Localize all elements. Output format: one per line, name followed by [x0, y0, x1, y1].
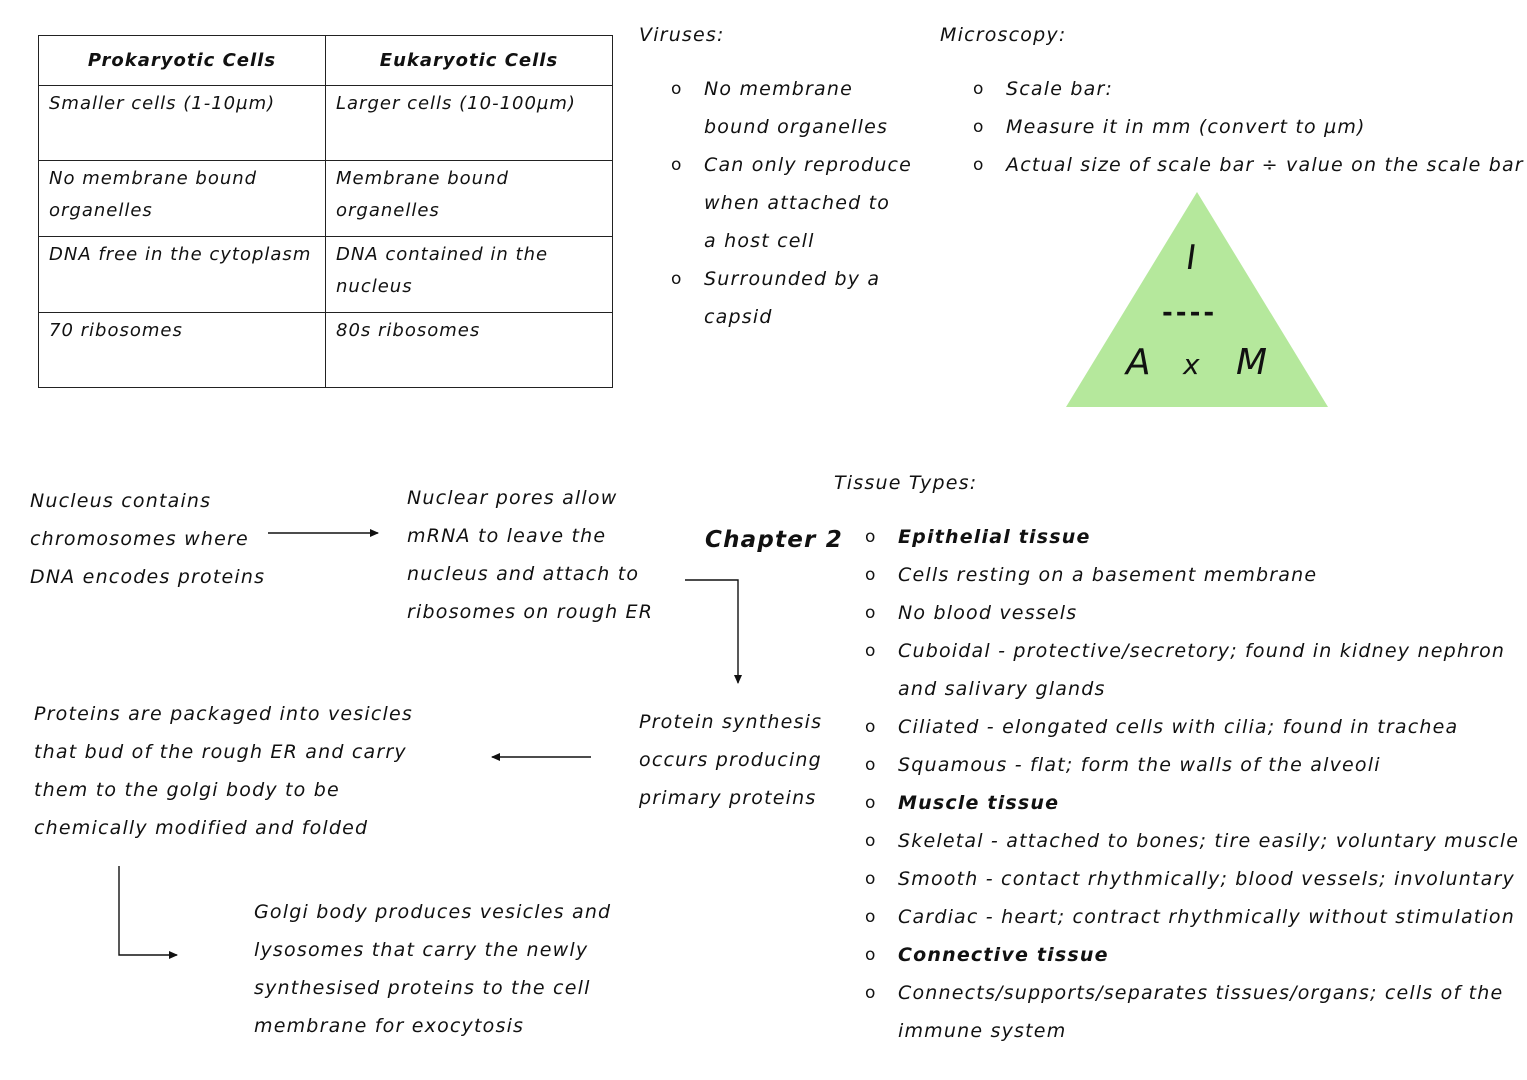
- list-item-continuation: bound organelles: [704, 116, 889, 138]
- table-header-eukaryotic: Eukaryotic Cells: [326, 36, 613, 86]
- chapter-label: Chapter 2: [705, 527, 843, 553]
- list-item: o Cuboidal - protective/secretory; found in kidney nephron: [865, 640, 1506, 662]
- list-item: o Squamous - flat; form the walls of the alveoli: [865, 754, 1381, 776]
- list-item: o Surrounded by a: [671, 268, 881, 290]
- flow-step-protein-synthesis: Protein synthesis occurs producing primary proteins: [639, 711, 823, 809]
- list-item: o Cardiac - heart; contract rhythmically without stimulation: [865, 906, 1515, 928]
- tissue-types-title: Tissue Types:: [834, 472, 978, 494]
- list-item-continuation: immune system: [898, 1020, 1067, 1042]
- list-item: o Smooth - contact rhythmically; blood vessels; involuntary: [865, 868, 1515, 890]
- table-cell: Larger cells (10-100µm): [326, 86, 613, 161]
- list-item-continuation: and salivary glands: [898, 678, 1106, 700]
- table-cell: Membrane bound organelles: [326, 161, 613, 237]
- list-item-continuation: capsid: [704, 306, 773, 328]
- list-item: o No membrane: [671, 78, 854, 100]
- tissue-types-list: [865, 518, 1520, 1050]
- list-item: o Epithelial tissue: [865, 526, 1091, 548]
- flow-step-vesicles: Proteins are packaged into vesicles that bud of the rough ER and carry them to the golgi body to be chemically modified and folded: [34, 703, 413, 839]
- flow-step-golgi: Golgi body produces vesicles and lysosomes that carry the newly synthesised proteins to the cell membrane for exocytosis: [254, 901, 612, 1037]
- table-cell: 70 ribosomes: [39, 313, 326, 388]
- list-item: o Connects/supports/separates tissues/organs; cells of the: [865, 982, 1504, 1004]
- triangle-magnification-label: M: [1236, 342, 1269, 383]
- table-cell: Smaller cells (1-10µm): [39, 86, 326, 161]
- list-item: o Actual size of scale bar ÷ value on the scale bar: [973, 154, 1524, 176]
- triangle-image-label: I: [1183, 238, 1201, 278]
- list-item: o Measure it in mm (convert to µm): [973, 116, 1366, 138]
- viruses-title: Viruses:: [639, 24, 725, 46]
- table-cell: DNA contained in the nucleus: [326, 237, 613, 313]
- table-header-prokaryotic: Prokaryotic Cells: [39, 36, 326, 86]
- list-item: o Skeletal - attached to bones; tire easily; voluntary muscle: [865, 830, 1520, 852]
- table-cell: DNA free in the cytoplasm: [39, 237, 326, 313]
- flow-step-nucleus: Nucleus contains chromosomes where DNA encodes proteins: [30, 490, 266, 588]
- flow-step-nuclear-pores: Nuclear pores allow mRNA to leave the nucleus and attach to ribosomes on rough ER: [407, 487, 654, 623]
- list-item: o Scale bar:: [973, 78, 1114, 100]
- list-item: o Muscle tissue: [865, 792, 1060, 814]
- table-cell: No membrane bound organelles: [39, 161, 326, 237]
- arrow-down-right-icon: [119, 866, 177, 955]
- triangle-times-label: x: [1183, 348, 1201, 381]
- list-item: o Cells resting on a basement membrane: [865, 564, 1318, 586]
- list-item: o Can only reproduce: [671, 154, 913, 176]
- list-item-continuation: when attached to: [704, 192, 891, 214]
- microscopy-title: Microscopy:: [940, 24, 1067, 46]
- list-item: o Ciliated - elongated cells with cilia; found in trachea: [865, 716, 1459, 738]
- list-item-continuation: a host cell: [704, 230, 815, 252]
- triangle-actual-label: A: [1126, 342, 1152, 383]
- list-item: o Connective tissue: [865, 944, 1109, 966]
- list-item: o No blood vessels: [865, 602, 1078, 624]
- table-cell: 80s ribosomes: [326, 313, 613, 388]
- triangle-divider: ----: [1162, 298, 1218, 328]
- arrow-down-icon: [685, 580, 738, 683]
